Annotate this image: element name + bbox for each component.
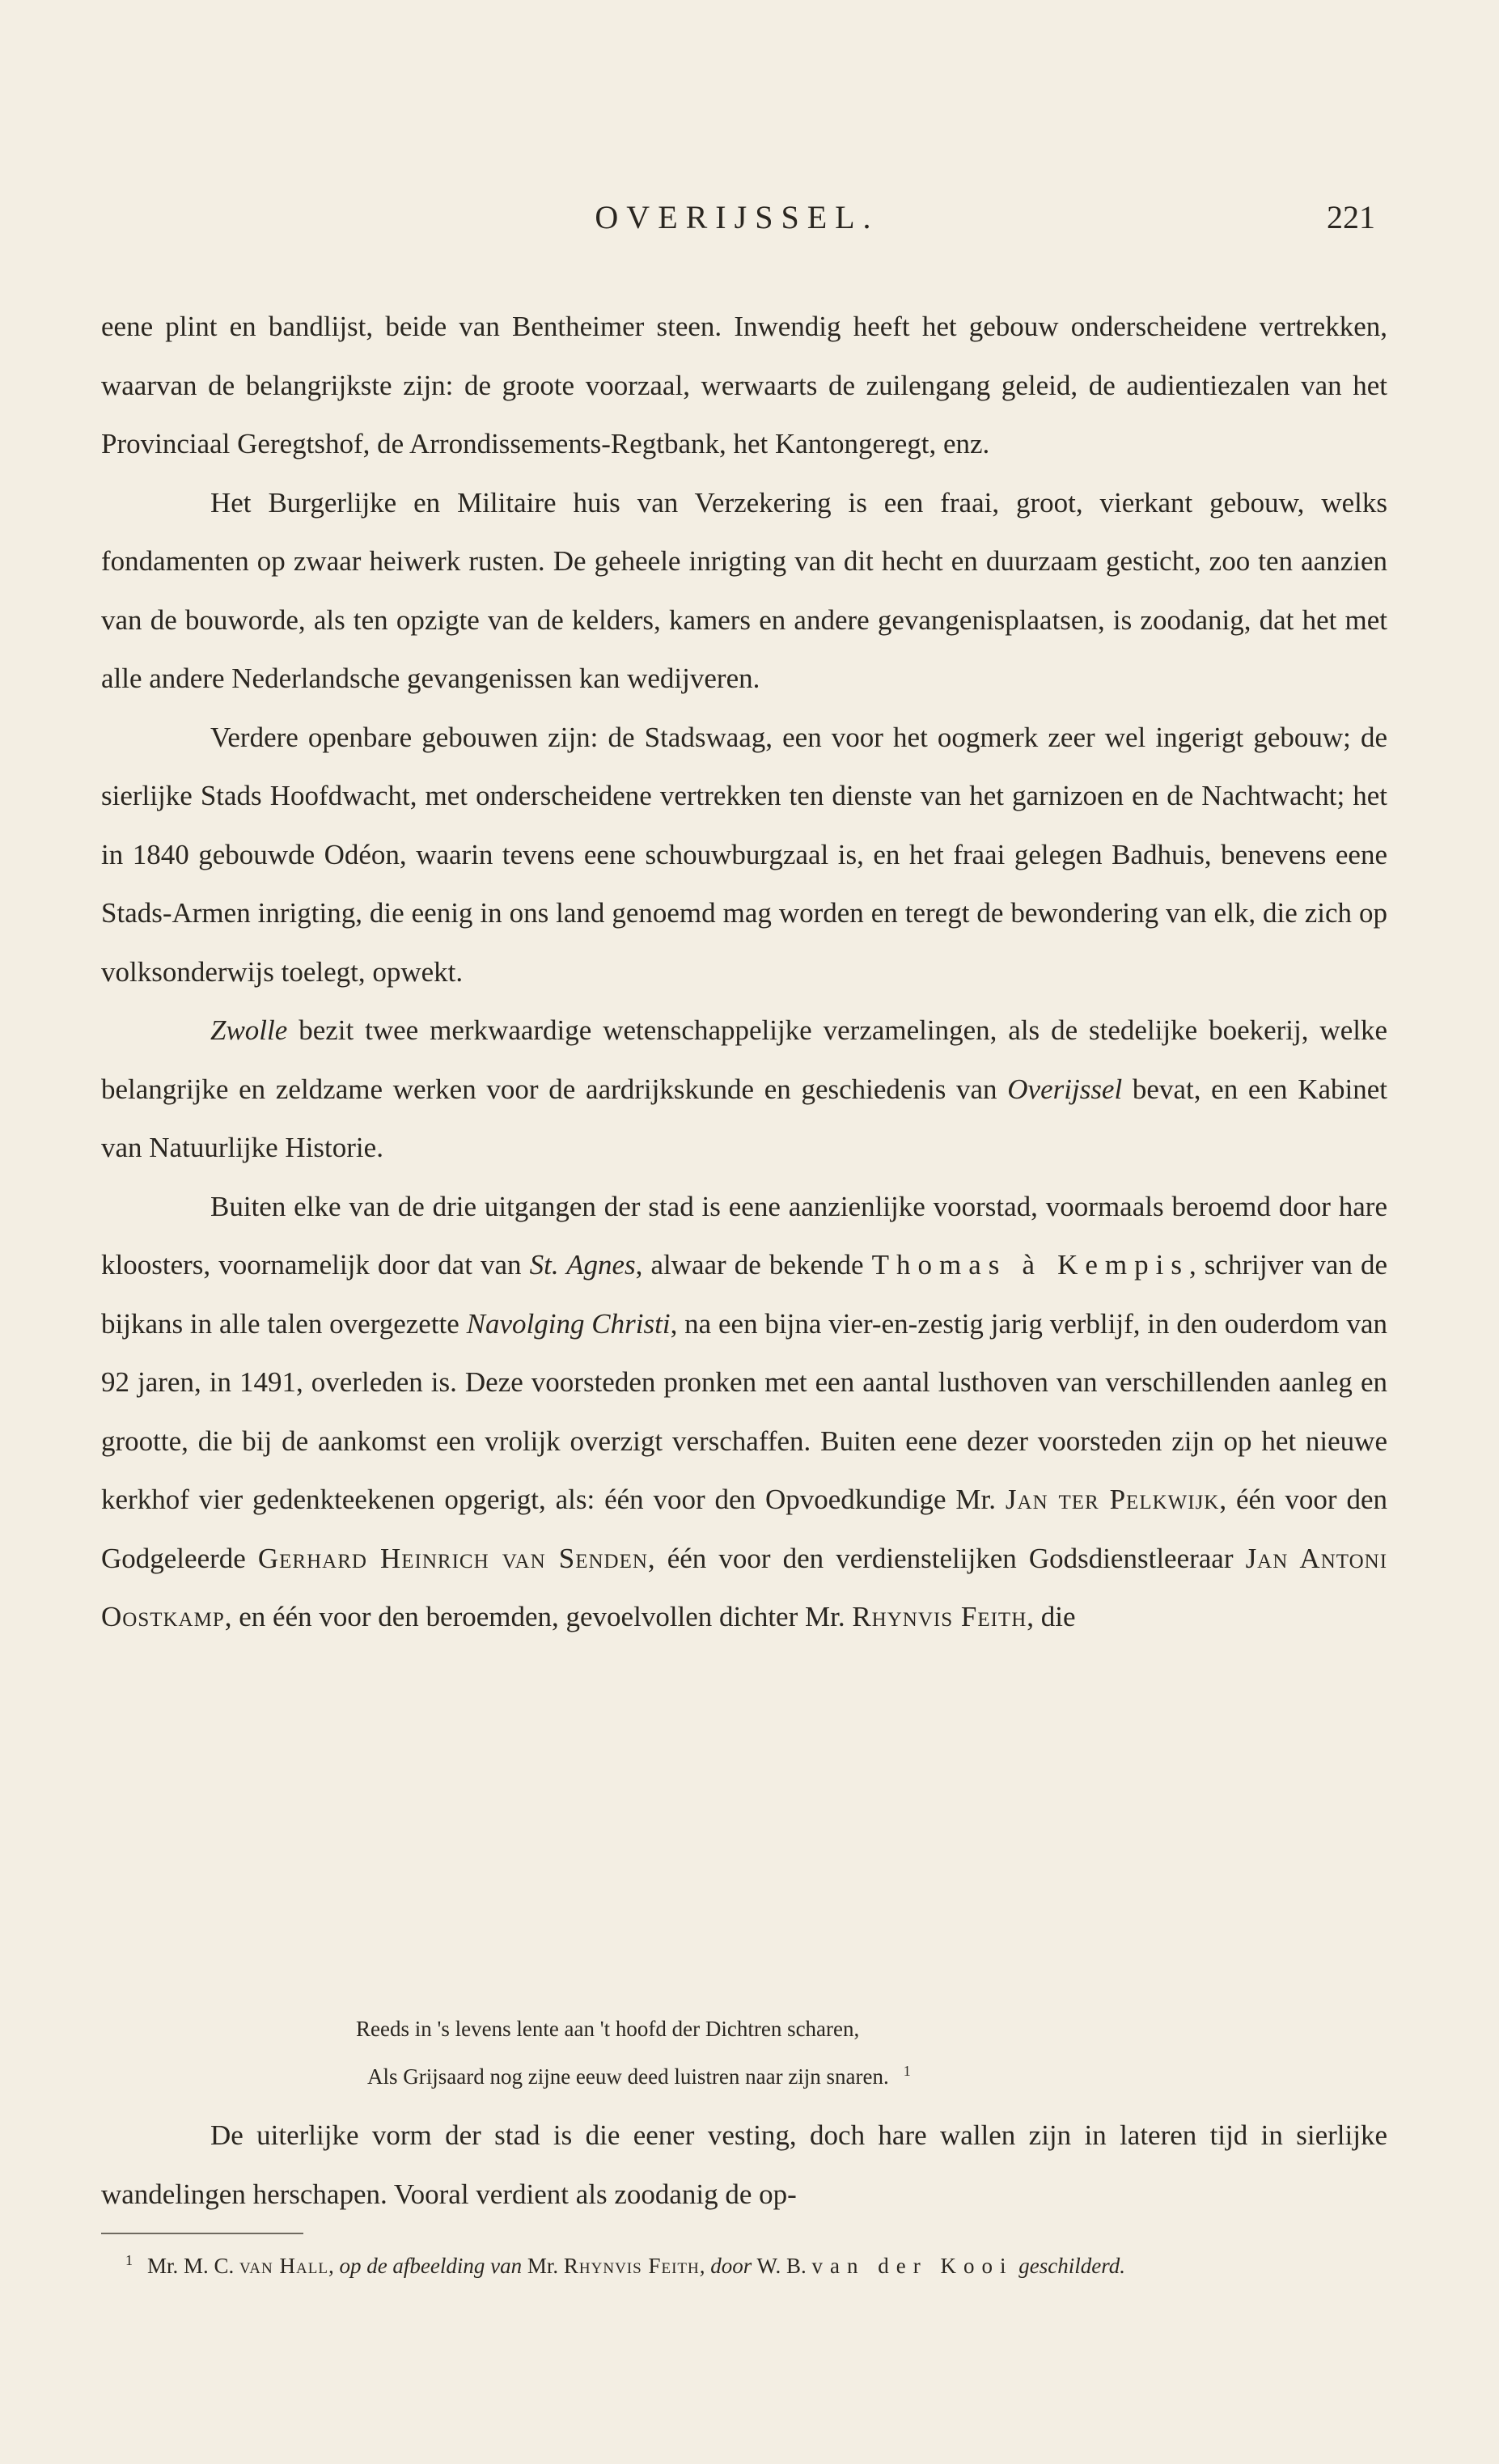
verse-quote [356,2008,1165,2098]
running-title: OVERIJSSEL. [595,199,879,235]
overijssel-italic: Overijssel [1007,1073,1123,1105]
footnote-name-feith: Rhynvis Feith [563,2254,700,2278]
page-header [99,198,1375,247]
paragraph-5-text-6: , één voor den verdienstelijken Godsdienstleeraar [647,1542,1246,1574]
footnote-marker: 1 [125,2252,133,2268]
paragraph-4 [101,1001,1387,1178]
verse-line-2-wrapper [367,2050,1165,2098]
verse-line-2: Als Grijsaard nog zijne eeuw deed luistren naar zijn snaren. [367,2064,889,2089]
footnote-italic-2: , door [699,2254,752,2278]
paragraph-2: Het Burgerlijke en Militaire huis van Verzekering is een fraai, groot, vierkant gebouw, welks fondamenten op zwaar heiwerk rusten. De geheele inrigting van dit hecht en duurzaam gesticht, zoo ten aanzien van de bouworde, als ten opzigte van de kelders, kamers en andere gevangenisplaatsen, is zoodanig, dat het met alle andere Nederlandsche gevangenissen kan wedijveren. [101,486,1387,694]
thomas-a-kempis: Thomas à Kempis [871,1249,1189,1281]
paragraph-5-text-2: , alwaar de bekende [635,1249,872,1281]
navolging-christi-italic: Navolging Christi [466,1307,671,1340]
paragraph-5-text-5: , één voor den Godgeleerde [101,1484,1387,1574]
paragraph-5-text-1: Buiten elke van de drie uitgangen der stad is eene aanzienlijke voorstad, voormaals beroemd door hare kloosters, voornamelijk door dat van [101,1190,1387,1281]
paragraph-5-text-4: , na een bijna vier-en-zestig jarig verblijf, in den ouderdom van 92 jaren, in 1491, overleden is. Deze voorsteden pronken met een aantal lusthoven van verschillenden aanleg en grootte, die bij de aankomst een vrolijk overzigt verschaffen. Buiten eene dezer voorsteden zijn op het nieuwe kerkhof vier gedenkteekenen opgerigt, als: één voor den Opvoedkundige Mr. [101,1307,1387,1515]
footnote-text-3: W. B. [752,2254,812,2278]
footnote-italic-3: geschilderd. [1013,2254,1125,2278]
zwolle-italic: Zwolle [210,1014,288,1046]
paragraph-3: Verdere openbare gebouwen zijn: de Stadswaag, een voor het oogmerk zeer wel ingerigt gebouw; de sierlijke Stads Hoofdwacht, met onderscheidene vertrekken ten dienste van het garnizoen en de Nachtwacht; het in 1840 gebouwde Odéon, waarin tevens eene schouwburgzaal is, en het fraai gelegen Badhuis, benevens eene Stads-Armen inrigting, die eenig in ons land genoemd mag worden en teregt de bewondering van elk, die zich op volksonderwijs toelegt, opwekt. [101,721,1387,988]
footnote-italic-1: , op de afbeelding van [328,2254,523,2278]
paragraph-6: De uiterlijke vorm der stad is die eener vesting, doch hare wallen zijn in lateren tijd in sierlijke wandelingen herschapen. Vooral verdient als zoodanig de op- [101,2119,1387,2210]
paragraph-1: eene plint en bandlijst, beide van Bentheimer steen. Inwendig heeft het gebouw onderscheidene vertrekken, waarvan de belangrijkste zijn: de groote voorzaal, werwaarts de zuilengang geleid, de audientiezalen van het Provinciaal Geregtshof, de Arrondissements-Regtbank, het Kantongeregt, enz. [101,311,1387,459]
st-agnes-italic: St. Agnes [529,1249,636,1281]
body-text [101,298,1387,1647]
footnote-divider [101,2233,303,2234]
footnote-text-1: Mr. M. C. [147,2254,240,2278]
closing-text [101,2106,1387,2224]
footnote [125,2244,1387,2282]
name-feith: Rhynvis Feith [852,1601,1027,1632]
name-senden: Gerhard Heinrich van Senden [257,1542,648,1574]
footnote-reference: 1 [903,2063,911,2079]
paragraph-5-text-7: , en één voor den beroemden, gevoelvollen dichter Mr. [224,1601,853,1632]
name-oostkamp: Jan Antoni Oostkamp [101,1542,1388,1632]
footnote-text-2: Mr. [522,2254,564,2278]
paragraph-5-text-8: , die [1027,1601,1076,1632]
paragraph-4-text-1: bezit twee merkwaardige wetenschappelijke verzamelingen, als de stedelijke boekerij, welke belangrijke en zeldzame werken voor de aardrijkskunde en geschiedenis van [101,1014,1387,1105]
footnote-name-van-hall: van Hall [239,2254,328,2278]
paragraph-5 [101,1178,1387,1647]
footnote-name-kooi: van der Kooi [811,2254,1014,2278]
paragraph-5-text-3: , schrijver van de bijkans in alle talen overgezette [101,1249,1387,1340]
verse-line-1: Reeds in 's levens lente aan 't hoofd der Dichtren scharen, [356,2017,860,2041]
paragraph-4-text-2: bevat, en een Kabinet van Natuurlijke Historie. [101,1073,1387,1163]
page-number: 221 [1327,199,1375,235]
name-pelkwijk: Jan ter Pelkwijk [1005,1484,1220,1515]
